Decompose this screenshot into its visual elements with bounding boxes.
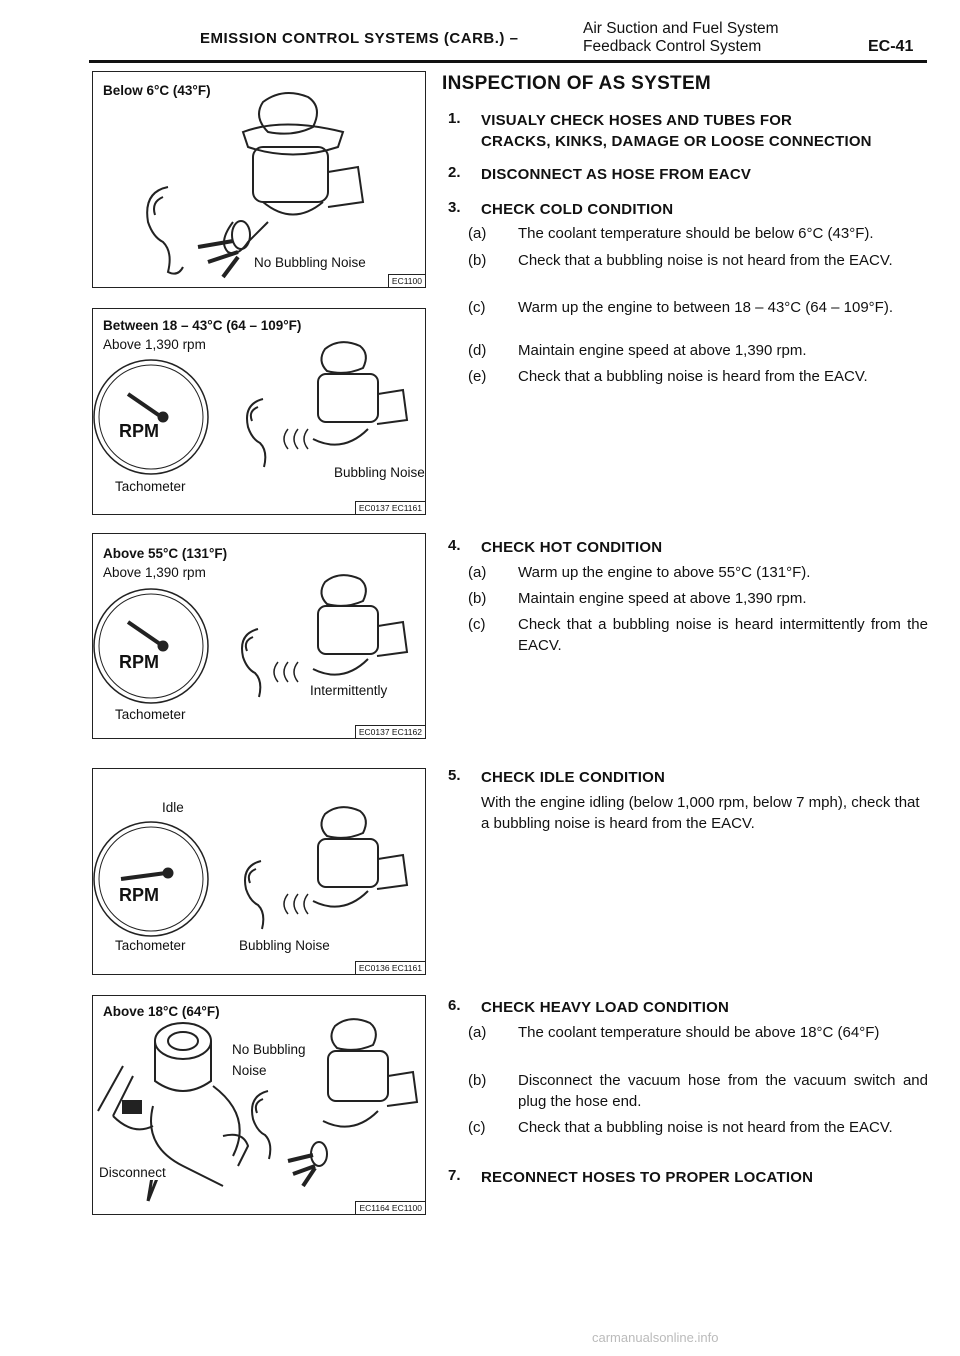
item-text: Warm up the engine to between 18 – 43°C (64 – 109°F). [518,299,893,316]
page-title: INSPECTION OF AS SYSTEM [442,73,712,94]
gauge-rpm-text: RPM [119,885,159,905]
figure-code: EC0137 EC1162 [355,725,425,738]
step-number: 1. [448,110,461,127]
item-text: Warm up the engine to above 55°C (131°F). [518,564,811,581]
item-label: (c) [468,1119,486,1136]
item-label: (c) [468,616,486,633]
figure-below-6c [92,71,426,288]
item-label: (b) [468,252,487,269]
item-text: Maintain engine speed at above 1,390 rpm. [518,590,807,607]
item-text: The coolant temperature should be below 6°C (43°F). [518,225,874,242]
item-text: Check that a bubbling noise is not heard from the EACV. [518,1119,893,1136]
item-text: Check that a bubbling noise is not heard from the EACV. [518,252,893,269]
figure-callout: No Bubbling Noise [254,255,366,270]
header-subsection-line1: Air Suction and Fuel System [583,20,779,37]
step-title [481,110,872,152]
figure-callout-line2: Noise [232,1063,267,1078]
figure-heading: Above 55°C (131°F) [103,546,228,561]
ear-icon [252,1091,270,1159]
item-label: (b) [468,590,487,607]
step-title: CHECK COLD CONDITION [481,201,674,218]
item-text: Disconnect the vacuum hose from the vacuum switch and plug the hose end. [518,1072,928,1110]
page-number: EC-41 [868,38,914,55]
gauge-rpm-text: RPM [119,421,159,441]
gauge-caption: Tachometer [115,707,186,722]
item-label: (d) [468,342,487,359]
item-text: Maintain engine speed at above 1,390 rpm. [518,342,807,359]
watermark: carmanualsonline.info [592,1330,719,1345]
figure-callout: Bubbling Noise [334,465,425,480]
figure-idle [92,768,426,975]
figure-callout: Bubbling Noise [239,938,330,953]
item-label: (b) [468,1072,487,1089]
item-text: Check that a bubbling noise is heard from the EACV. [518,368,868,385]
item-label: (c) [468,299,486,316]
step-title: DISCONNECT AS HOSE FROM EACV [481,166,752,183]
figure-callout: Intermittently [310,683,388,698]
figure-heading: Between 18 – 43°C (64 – 109°F) [103,318,302,333]
gauge-caption: Tachometer [115,479,186,494]
header-rule [89,60,927,63]
ear-icon [245,861,263,929]
step-title-line2: CRACKS, KINKS, DAMAGE OR LOOSE CONNECTION [481,133,872,150]
tachometer-gauge [94,822,208,936]
step-title-line1: VISUALY CHECK HOSES AND TUBES FOR [481,112,793,129]
item-text: The coolant temperature should be above 18°C (64°F) [518,1024,880,1041]
figure-code: EC1164 EC1100 [355,1201,425,1214]
item-label: (a) [468,564,487,581]
figure-above-18c [92,995,426,1215]
step-number: 6. [448,997,461,1014]
gauge-caption: Tachometer [115,938,186,953]
rpm-label: Idle [162,800,184,815]
item-label: (e) [468,368,487,385]
header-subsection-line2: Feedback Control System [583,38,762,55]
item-label: (a) [468,1024,487,1041]
step-number: 5. [448,767,461,784]
tachometer-gauge [94,360,208,474]
item-text: Check that a bubbling noise is heard intermittently from the EACV. [518,616,928,654]
header-section: EMISSION CONTROL SYSTEMS (CARB.) – [200,30,519,47]
figure-heading: Below 6°C (43°F) [103,83,211,98]
step-title: CHECK IDLE CONDITION [481,769,665,786]
figure-code: EC0137 EC1161 [355,501,425,514]
ear-icon [147,187,183,274]
rpm-label: Above 1,390 rpm [103,565,206,580]
figure-heading: Above 18°C (64°F) [103,1004,220,1019]
figure-above-55c [92,533,426,739]
step-number: 2. [448,164,461,181]
step-number: 4. [448,537,461,554]
step-5-text: With the engine idling (below 1,000 rpm, below 7 mph), check that a bubbling noise is heard from the EACV. [481,794,920,832]
figure-code: EC1100 [388,274,425,287]
disconnect-label: Disconnect [99,1165,166,1180]
ear-icon [242,629,260,697]
vacuum-switch-and-valve-illustration [93,996,425,1214]
figure-between-18-43c [92,308,426,515]
step-number: 3. [448,199,461,216]
step-number: 7. [448,1167,461,1184]
rpm-label: Above 1,390 rpm [103,337,206,352]
step-title: RECONNECT HOSES TO PROPER LOCATION [481,1169,814,1186]
tachometer-gauge [94,589,208,703]
ear-icon [247,399,265,467]
gauge-rpm-text: RPM [119,652,159,672]
item-label: (a) [468,225,487,242]
step-title: CHECK HOT CONDITION [481,539,663,556]
figure-callout-line1: No Bubbling [232,1042,306,1057]
figure-code: EC0136 EC1161 [355,961,425,974]
step-title: CHECK HEAVY LOAD CONDITION [481,999,729,1016]
